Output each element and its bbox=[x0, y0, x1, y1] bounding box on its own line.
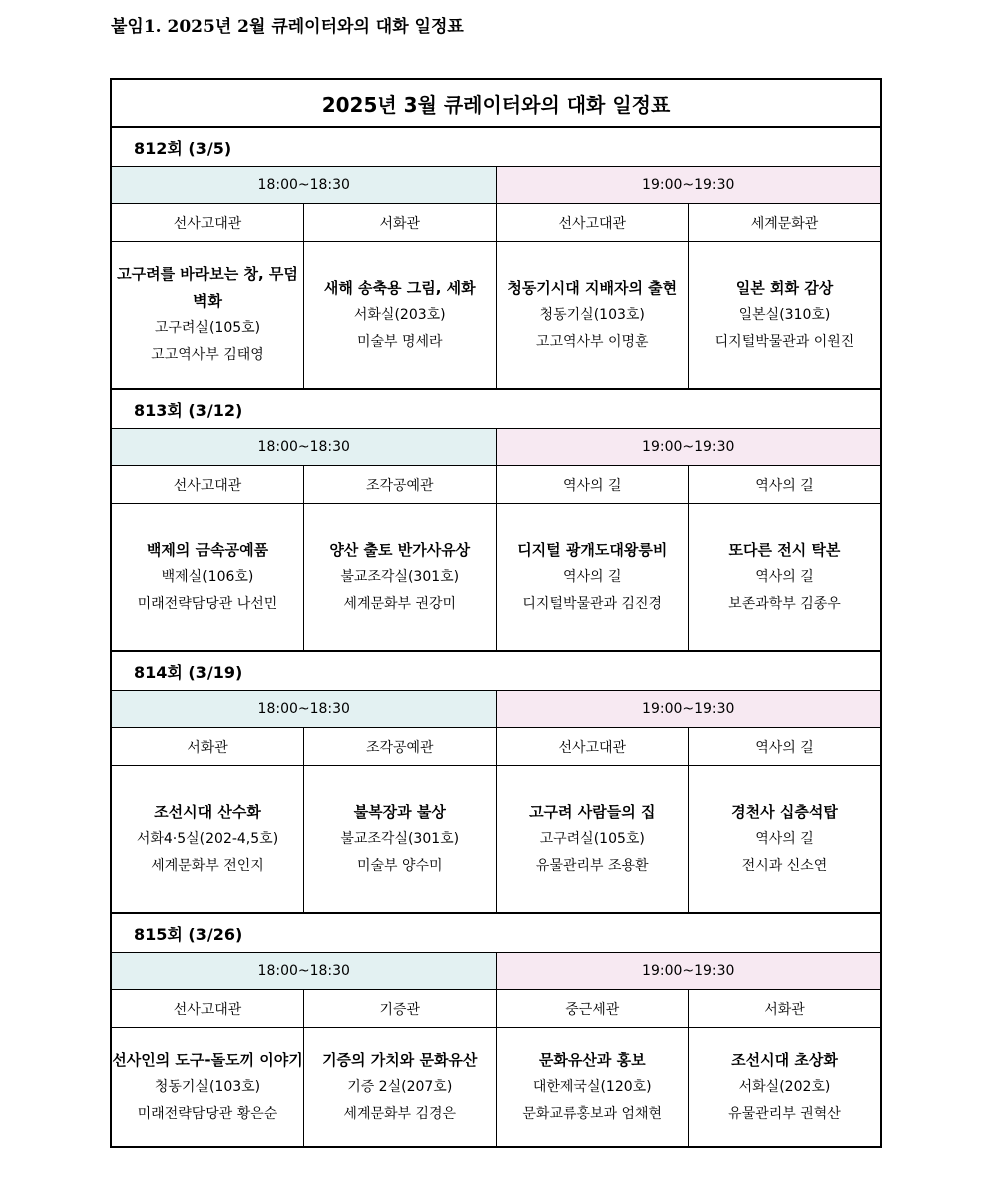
talk-title: 고구려를 바라보는 창, 무덤벽화 bbox=[117, 265, 298, 310]
hall-name: 서화관 bbox=[689, 990, 882, 1028]
talk-title: 청동기시대 지배자의 출현 bbox=[507, 278, 678, 297]
talk-title: 고구려 사람들의 집 bbox=[529, 802, 656, 821]
table-title: 2025년 3월 큐레이터와의 대화 일정표 bbox=[111, 79, 881, 127]
talk-room: 청동기실(103호) bbox=[539, 306, 645, 323]
talk-cell bbox=[496, 242, 689, 390]
hall-name: 역사의 길 bbox=[689, 728, 882, 766]
talk-room: 기증 2실(207호) bbox=[347, 1078, 453, 1095]
talk-room: 역사의 길 bbox=[755, 830, 814, 847]
hall-name: 선사고대관 bbox=[496, 204, 689, 242]
talk-title: 일본 회화 감상 bbox=[735, 278, 834, 297]
talk-title: 백제의 금속공예품 bbox=[146, 540, 269, 559]
time-slot-row bbox=[111, 953, 881, 990]
time-slot-row bbox=[111, 167, 881, 204]
talk-cell bbox=[111, 766, 304, 914]
hall-name: 선사고대관 bbox=[111, 204, 304, 242]
talk-row bbox=[111, 766, 881, 914]
talk-title: 조선시대 산수화 bbox=[154, 802, 261, 821]
hall-name: 세계문화관 bbox=[689, 204, 882, 242]
talk-curator: 디지털박물관과 이원진 bbox=[714, 333, 855, 350]
talk-curator: 유물관리부 권혁산 bbox=[728, 1105, 841, 1122]
talk-curator: 세계문화부 전인지 bbox=[151, 857, 264, 874]
session-label: 815회 (3/26) bbox=[111, 913, 881, 953]
talk-row bbox=[111, 504, 881, 652]
hall-name: 선사고대관 bbox=[496, 728, 689, 766]
session-label: 812회 (3/5) bbox=[111, 127, 881, 167]
hall-name: 기증관 bbox=[304, 990, 497, 1028]
talk-curator: 미술부 명세라 bbox=[356, 333, 443, 350]
time-slot-late: 19:00~19:30 bbox=[496, 691, 881, 728]
talk-cell bbox=[496, 1028, 689, 1148]
talk-title: 경천사 십층석탑 bbox=[731, 802, 838, 821]
talk-title: 문화유산과 홍보 bbox=[538, 1050, 646, 1069]
hall-name: 서화관 bbox=[111, 728, 304, 766]
talk-curator: 고고역사부 김태영 bbox=[151, 347, 264, 363]
talk-curator: 미래전략담당관 황은순 bbox=[137, 1105, 278, 1122]
talk-room: 서화실(202호) bbox=[738, 1078, 831, 1095]
attachment-title: 붙임1. 2025년 2월 큐레이터와의 대화 일정표 bbox=[111, 17, 464, 37]
talk-room: 청동기실(103호) bbox=[154, 1078, 261, 1095]
talk-title: 양산 출토 반가사유상 bbox=[329, 540, 471, 559]
hall-name: 중근세관 bbox=[496, 990, 689, 1028]
talk-cell bbox=[304, 242, 497, 390]
talk-room: 고구려실(105호) bbox=[539, 830, 645, 847]
hall-name: 역사의 길 bbox=[689, 466, 882, 504]
session-label: 814회 (3/19) bbox=[111, 651, 881, 691]
talk-cell bbox=[111, 242, 304, 390]
talk-title: 기증의 가치와 문화유산 bbox=[322, 1050, 478, 1069]
schedule-table bbox=[110, 78, 882, 1148]
hall-name: 선사고대관 bbox=[111, 990, 304, 1028]
talk-row bbox=[111, 242, 881, 390]
hall-name: 조각공예관 bbox=[304, 466, 497, 504]
time-slot-early: 18:00~18:30 bbox=[111, 691, 496, 728]
talk-cell bbox=[689, 504, 882, 652]
session-header bbox=[111, 651, 881, 691]
talk-curator: 보존과학부 김종우 bbox=[728, 595, 841, 612]
talk-cell bbox=[689, 766, 882, 914]
talk-title: 불복장과 불상 bbox=[353, 802, 446, 821]
session-header bbox=[111, 389, 881, 429]
talk-curator: 세계문화부 김경은 bbox=[343, 1105, 457, 1122]
talk-cell bbox=[496, 766, 689, 914]
talk-room: 일본실(310호) bbox=[738, 306, 831, 323]
talk-curator: 문화교류홍보과 엄채현 bbox=[522, 1105, 663, 1122]
hall-name: 선사고대관 bbox=[111, 466, 304, 504]
time-slot-late: 19:00~19:30 bbox=[496, 167, 881, 204]
hall-row bbox=[111, 728, 881, 766]
talk-room: 역사의 길 bbox=[562, 568, 622, 585]
talk-title: 새해 송축용 그림, 세화 bbox=[323, 278, 476, 297]
session-label: 813회 (3/12) bbox=[111, 389, 881, 429]
talk-title: 선사인의 도구-돌도끼 이야기 bbox=[112, 1050, 303, 1069]
hall-row bbox=[111, 990, 881, 1028]
talk-curator: 미래전략담당관 나선민 bbox=[137, 595, 278, 612]
talk-cell bbox=[689, 242, 882, 390]
time-slot-early: 18:00~18:30 bbox=[111, 953, 496, 990]
time-slot-row bbox=[111, 429, 881, 466]
hall-row bbox=[111, 204, 881, 242]
talk-room: 역사의 길 bbox=[755, 568, 814, 585]
talk-curator: 전시과 신소연 bbox=[741, 857, 828, 874]
time-slot-late: 19:00~19:30 bbox=[496, 429, 881, 466]
talk-title: 조선시대 초상화 bbox=[731, 1050, 838, 1069]
session-header bbox=[111, 913, 881, 953]
time-slot-early: 18:00~18:30 bbox=[111, 167, 496, 204]
talk-curator: 디지털박물관과 김진경 bbox=[522, 595, 663, 612]
talk-cell bbox=[496, 504, 689, 652]
talk-cell bbox=[111, 1028, 304, 1148]
talk-cell bbox=[304, 1028, 497, 1148]
talk-room: 서화실(203호) bbox=[353, 306, 446, 323]
talk-cell bbox=[304, 766, 497, 914]
hall-name: 역사의 길 bbox=[496, 466, 689, 504]
talk-title: 디지털 광개도대왕릉비 bbox=[517, 540, 668, 559]
time-slot-row bbox=[111, 691, 881, 728]
session-header bbox=[111, 127, 881, 167]
hall-row bbox=[111, 466, 881, 504]
talk-room: 대한제국실(120호) bbox=[532, 1078, 652, 1095]
talk-room: 백제실(106호) bbox=[161, 568, 254, 585]
talk-curator: 유물관리부 조용환 bbox=[535, 857, 649, 874]
talk-room: 서화4·5실(202-4,5호) bbox=[136, 830, 279, 847]
hall-name: 조각공예관 bbox=[304, 728, 497, 766]
talk-row bbox=[111, 1028, 881, 1148]
talk-cell bbox=[689, 1028, 882, 1148]
talk-curator: 미술부 양수미 bbox=[356, 857, 443, 874]
hall-name: 서화관 bbox=[304, 204, 497, 242]
talk-cell bbox=[111, 504, 304, 652]
talk-curator: 고고역사부 이명훈 bbox=[535, 333, 649, 350]
talk-curator: 세계문화부 권강미 bbox=[343, 595, 457, 612]
time-slot-early: 18:00~18:30 bbox=[111, 429, 496, 466]
talk-cell bbox=[304, 504, 497, 652]
talk-room: 불교조각실(301호) bbox=[340, 568, 460, 585]
talk-title: 또다른 전시 탁본 bbox=[728, 540, 841, 559]
talk-room: 고구려실(105호) bbox=[154, 320, 261, 336]
time-slot-late: 19:00~19:30 bbox=[496, 953, 881, 990]
talk-room: 불교조각실(301호) bbox=[340, 830, 460, 847]
